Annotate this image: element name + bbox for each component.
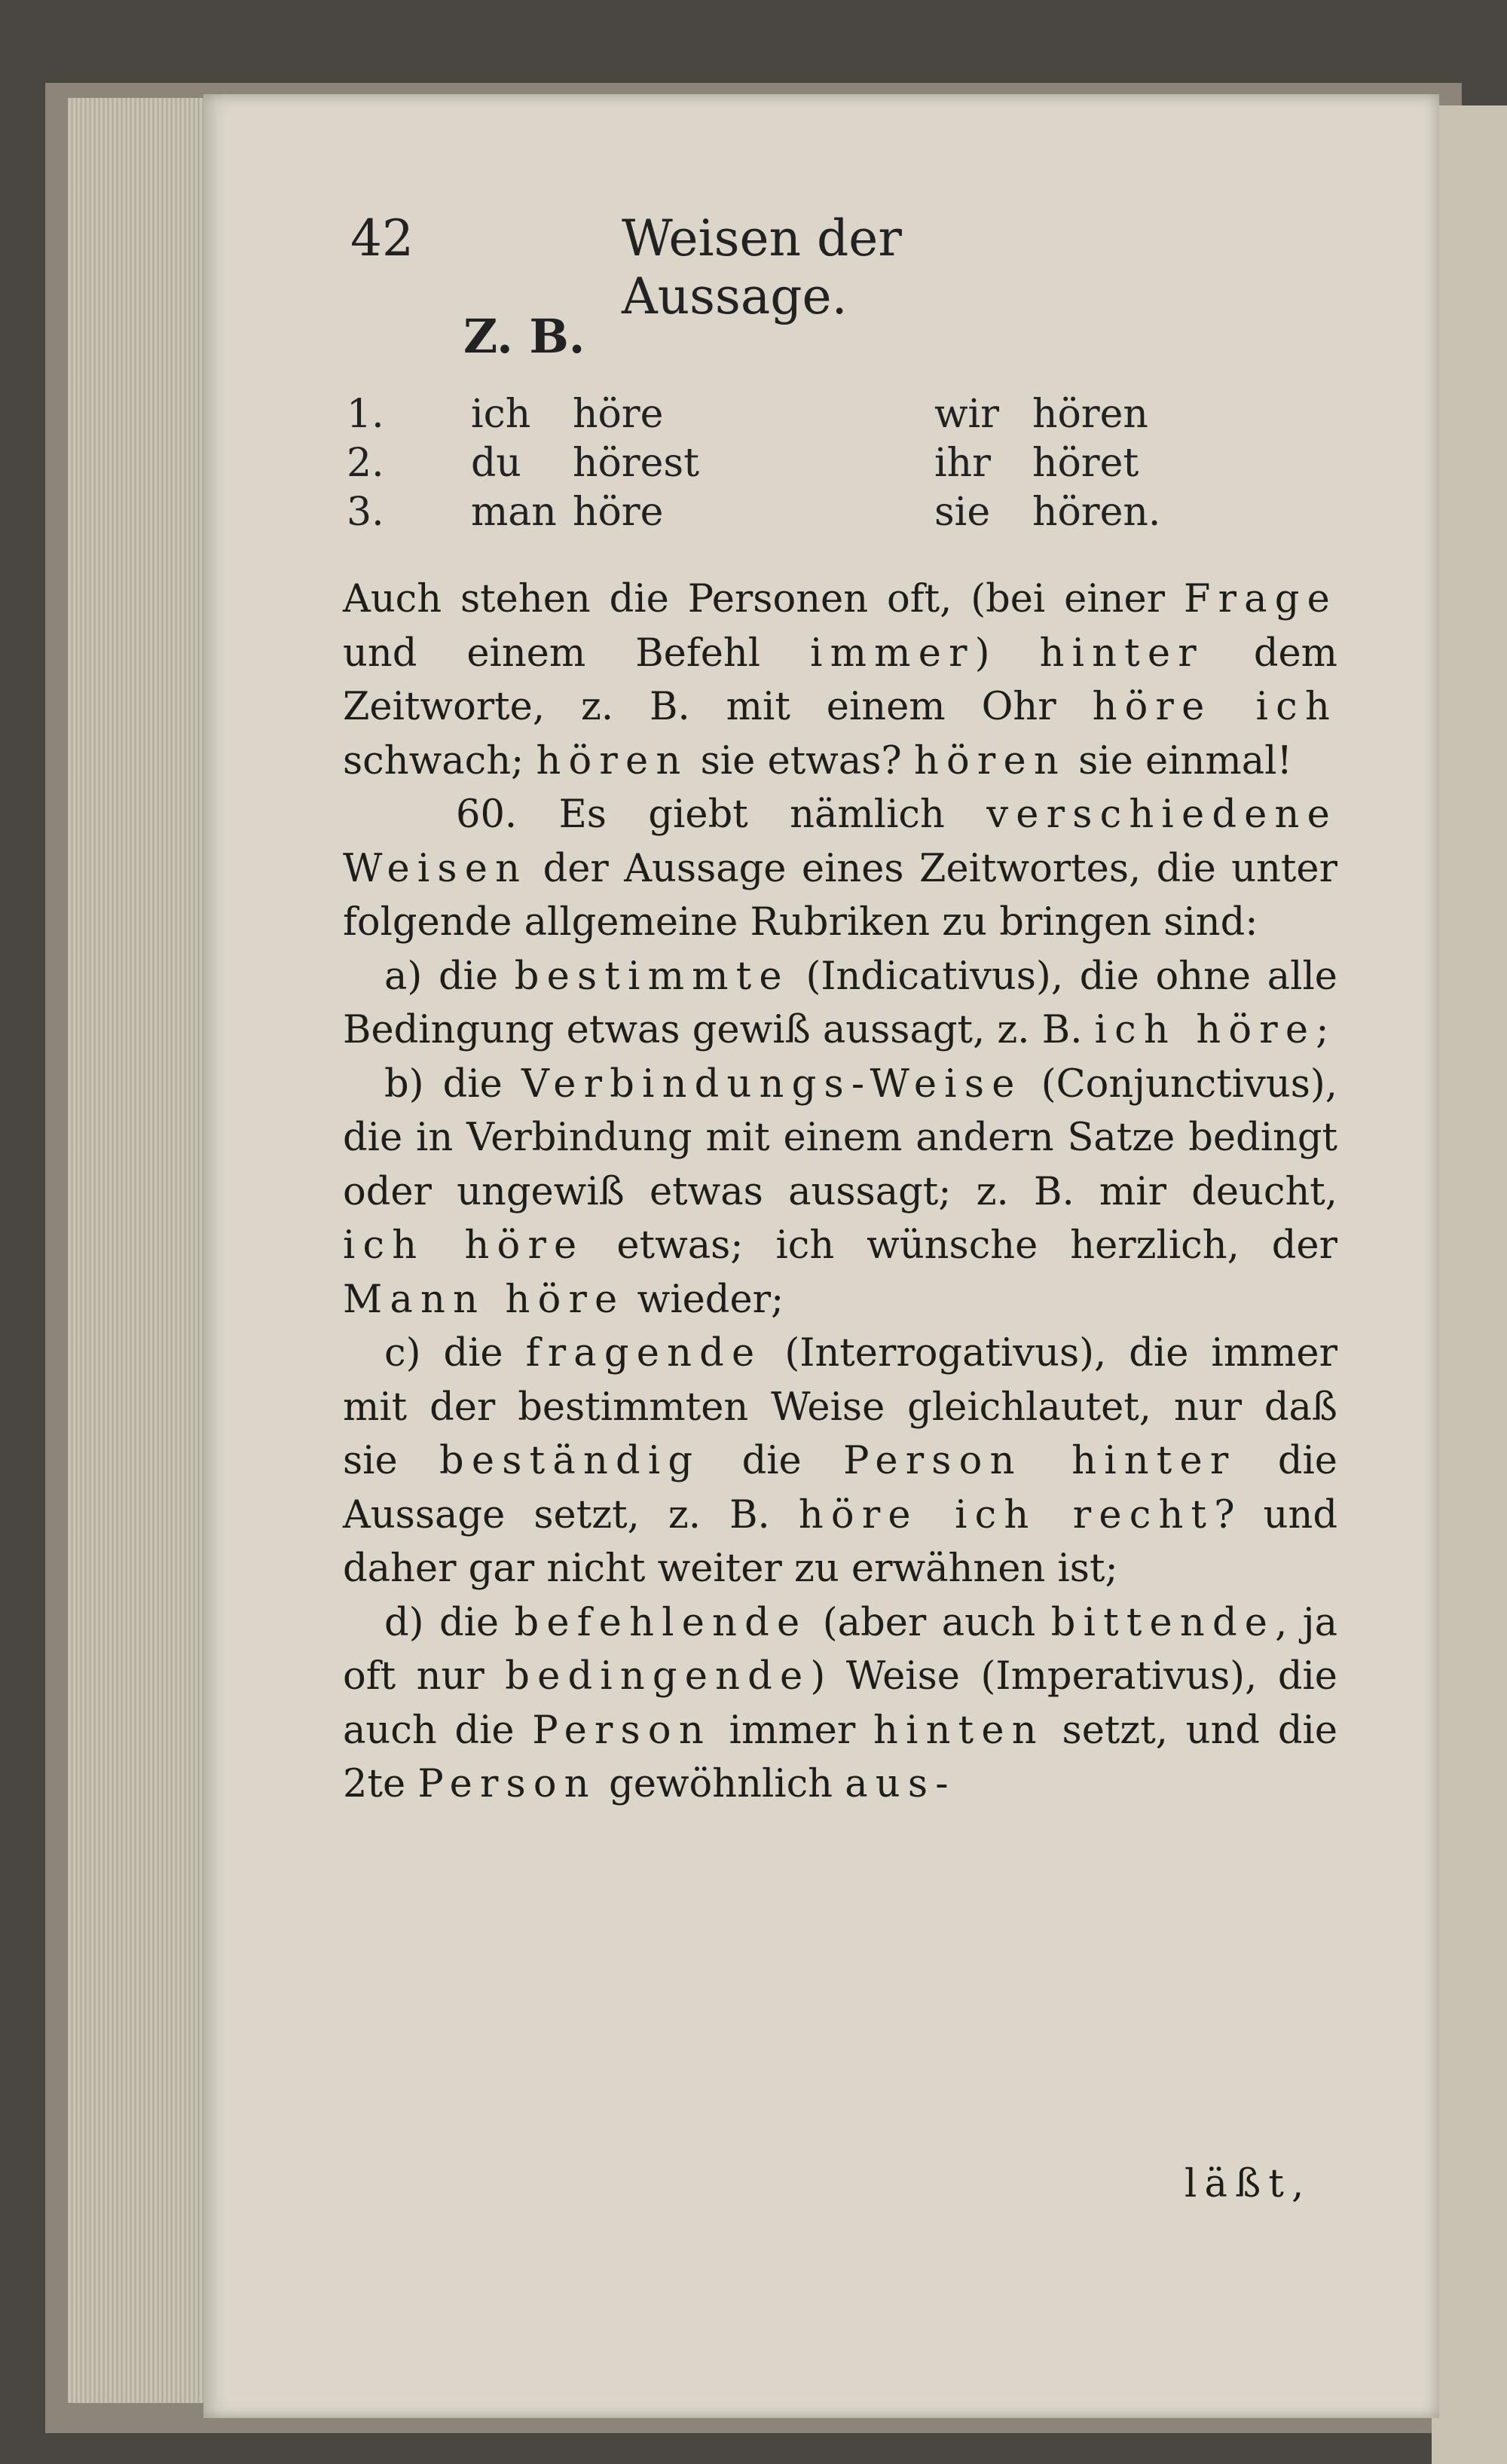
conjugation-row	[347, 490, 1198, 535]
person-number: 3.	[347, 490, 384, 535]
spaced-word: fragende	[525, 1331, 763, 1376]
spaced-word: Person	[532, 1708, 711, 1753]
singular-verb: höre	[573, 490, 664, 535]
spaced-word: befehlende	[514, 1600, 808, 1645]
person-number: 2.	[347, 441, 384, 486]
page-edges	[68, 98, 219, 2403]
spaced-word: ich höre	[343, 1223, 585, 1268]
paragraph-60: 60. Es giebt nämlich verschiedene Weisen der Aussage eines Zeitwortes, die unter folgende allgemeine Rubriken zu bringen sind:	[343, 792, 1337, 945]
list-item-d: d) die befehlende (aber auch bittende, ja oft nur bedingende) Weise (Imperativus), die auch die Person immer hinten setzt, und die 2te Person gewöhnlich aus-	[343, 1600, 1337, 1806]
list-item-c: c) die fragende (Interrogativus), die immer mit der bestimmten Weise gleichlautet, nur daß sie beständig die Person hinter die Aussage setzt, z. B. höre ich recht? und daher gar nicht weiter zu erwähnen ist;	[343, 1331, 1337, 1591]
spaced-word: Person hinter	[843, 1439, 1236, 1483]
spaced-word: höre ich	[1092, 685, 1337, 729]
page-header	[350, 203, 1126, 325]
spaced-word: Frage	[1184, 577, 1337, 621]
spaced-word: Verbindungs-Weise	[521, 1061, 1022, 1107]
running-head: Weisen der Aussage.	[622, 209, 902, 325]
plural-verb: hören	[1032, 392, 1148, 437]
plural-pronoun: wir	[934, 392, 999, 437]
conjugation-row	[347, 392, 1198, 437]
spaced-word: bedingende	[505, 1654, 811, 1699]
list-item-b: b) die Verbindungs-Weise (Conjunctivus), die in Verbindung mit einem andern Satze bedingt oder ungewiß etwas aussagt; z. B. mir deucht, ich höre etwas; ich wünsche herzlich, der Mann höre wieder;	[343, 1061, 1337, 1322]
paragraph-person-order: Auch stehen die Personen oft, (bei einer Frage und einem Befehl immer) hinter dem Zeitworte, z. B. mit einem Ohr höre ich schwach; hören sie etwas? hören sie einmal!	[343, 577, 1338, 783]
singular-verb: hörest	[573, 441, 700, 486]
spaced-word: Mann höre	[343, 1277, 625, 1322]
catchword: läßt,	[1185, 2162, 1312, 2206]
spaced-word: Person	[417, 1762, 597, 1806]
spaced-word: hören	[536, 738, 689, 783]
person-number: 1.	[347, 392, 384, 437]
spaced-word: ich höre	[1094, 1008, 1316, 1052]
plural-pronoun: sie	[934, 490, 991, 535]
singular-pronoun: du	[471, 441, 521, 486]
spaced-word: immer	[810, 631, 975, 676]
singular-pronoun: man	[471, 490, 557, 535]
spaced-word: bestimmte	[514, 954, 790, 999]
spaced-word: aus-	[845, 1762, 956, 1806]
spaced-word: beständig	[439, 1439, 701, 1483]
page-number: 42	[350, 209, 414, 267]
conjugation-table	[347, 392, 1198, 550]
spaced-word: verschiedene Weisen	[343, 792, 1337, 891]
plural-verb: höret	[1032, 441, 1139, 486]
singular-pronoun: ich	[471, 392, 531, 437]
spaced-word: höre ich recht	[798, 1492, 1215, 1537]
spaced-word: hören	[913, 738, 1066, 783]
facing-page-edge	[1432, 105, 1507, 2464]
spaced-word: bittende	[1050, 1600, 1276, 1645]
singular-verb: höre	[573, 392, 664, 437]
example-label: Z. B.	[463, 309, 585, 364]
spaced-word: hinter	[1039, 631, 1204, 676]
body-text	[343, 572, 1337, 1812]
plural-verb: hören.	[1032, 490, 1161, 535]
plural-pronoun: ihr	[934, 441, 991, 486]
conjugation-row	[347, 441, 1198, 486]
list-item-a: a) die bestimmte (Indicativus), die ohne alle Bedingung etwas gewiß aussagt, z. B. ich höre;	[343, 954, 1337, 1052]
spaced-word: hinten	[873, 1708, 1044, 1753]
